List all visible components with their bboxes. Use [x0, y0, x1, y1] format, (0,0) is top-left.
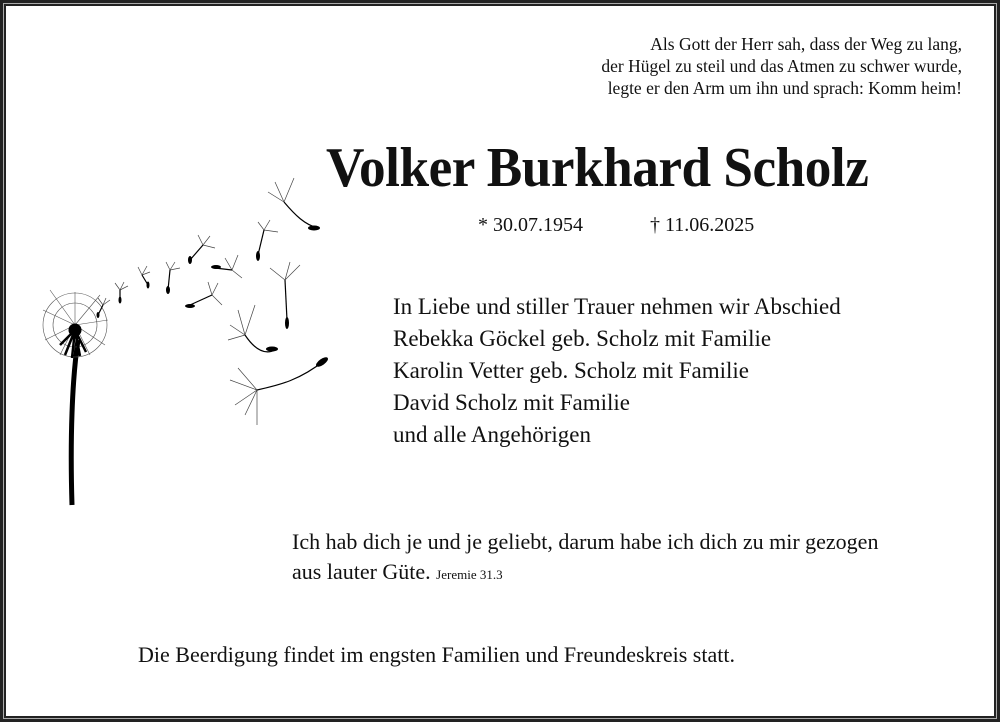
mourners [393, 291, 841, 451]
deceased-name: Volker Burkhard Scholz [326, 137, 869, 199]
dandelion-icon [20, 140, 340, 520]
funeral-notice: Die Beerdigung findet im engsten Familien und Freundeskreis statt. [138, 642, 735, 667]
mourners-line: David Scholz mit Familie [393, 390, 630, 415]
verse-text: aus lauter Güte. [292, 559, 431, 584]
poem-line: Als Gott der Herr sah, dass der Weg zu lang, [650, 34, 962, 54]
bible-verse [292, 527, 878, 590]
mourners-line: In Liebe und stiller Trauer nehmen wir Abschied [393, 294, 841, 319]
poem [601, 33, 962, 99]
birth-date: * 30.07.1954 [478, 214, 583, 236]
death-date: † 11.06.2025 [650, 214, 755, 236]
verse-line-2 [292, 557, 878, 590]
mourners-line: Karolin Vetter geb. Scholz mit Familie [393, 358, 750, 383]
poem-line: legte er den Arm um ihn und sprach: Komm heim! [607, 78, 962, 98]
verse-reference: Jeremie 31.3 [436, 567, 503, 582]
mourners-line: Rebekka Göckel geb. Scholz mit Familie [393, 326, 772, 351]
mourners-line: und alle Angehörigen [393, 422, 592, 447]
verse-line: Ich hab dich je und je geliebt, darum habe ich dich zu mir gezogen [292, 529, 879, 554]
poem-line: der Hügel zu steil und das Atmen zu schwer wurde, [601, 56, 962, 76]
